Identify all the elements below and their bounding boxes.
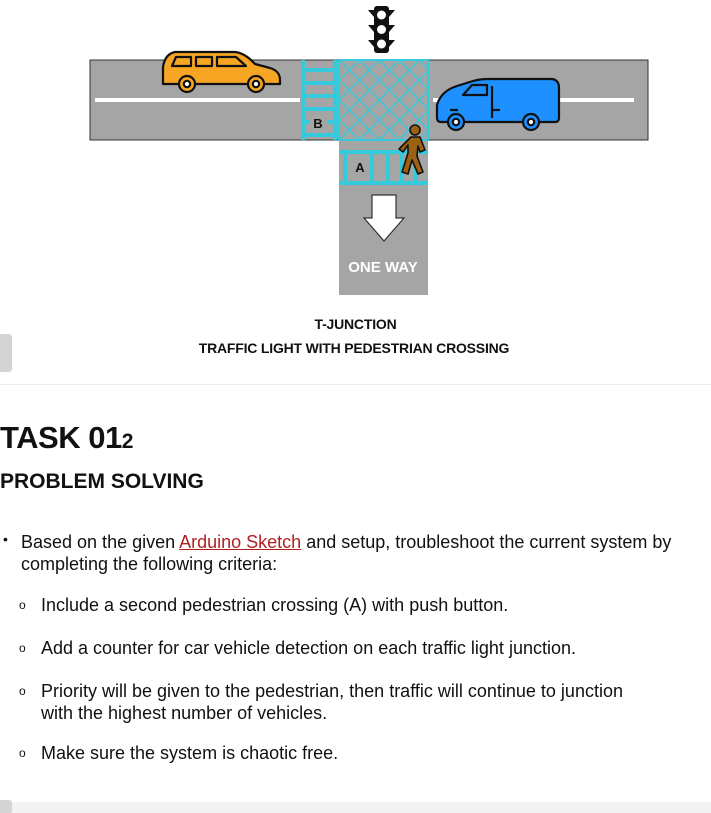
crossing-a-label: A	[355, 160, 365, 175]
diagram-caption-title: T-JUNCTION	[314, 316, 397, 332]
criteria-text: Make sure the system is chaotic free.	[41, 743, 339, 763]
one-way-label: ONE WAY	[348, 259, 418, 276]
task-title-text: TASK 01	[0, 420, 122, 455]
side-tab-bottom[interactable]	[0, 800, 12, 813]
task-intro	[21, 531, 701, 575]
bullet-marker: •	[3, 531, 8, 547]
van-icon	[437, 79, 559, 130]
circle-bullet-icon: o	[19, 598, 26, 612]
criteria-text: Priority will be given to the pedestrian, then traffic will continue to junction	[41, 681, 623, 701]
diagram-caption-subtitle: TRAFFIC LIGHT WITH PEDESTRIAN CROSSING	[198, 340, 510, 356]
side-tab[interactable]	[0, 334, 12, 372]
task-title-subscript: 2	[121, 430, 133, 453]
section-divider	[0, 384, 711, 385]
circle-bullet-icon: o	[19, 641, 26, 655]
intro-text-after: and setup, troubleshoot the current system by completing the following criteria:	[21, 532, 672, 574]
task-title	[0, 420, 133, 456]
circle-bullet-icon: o	[19, 684, 26, 698]
criteria-text: with the highest number of vehicles.	[41, 703, 328, 723]
t-junction-diagram	[0, 0, 711, 300]
circle-bullet-icon: o	[19, 746, 26, 760]
section-title: PROBLEM SOLVING	[0, 470, 204, 493]
bottom-band	[0, 802, 711, 813]
intro-text-before: Based on the given	[21, 532, 180, 552]
criteria-text: Include a second pedestrian crossing (A) with push button.	[41, 595, 509, 615]
crossing-b-label: B	[313, 116, 323, 131]
arduino-sketch-link[interactable]: Arduino Sketch	[179, 532, 302, 552]
traffic-light-icon	[368, 6, 395, 53]
criteria-text: Add a counter for car vehicle detection on each traffic light junction.	[41, 638, 576, 658]
